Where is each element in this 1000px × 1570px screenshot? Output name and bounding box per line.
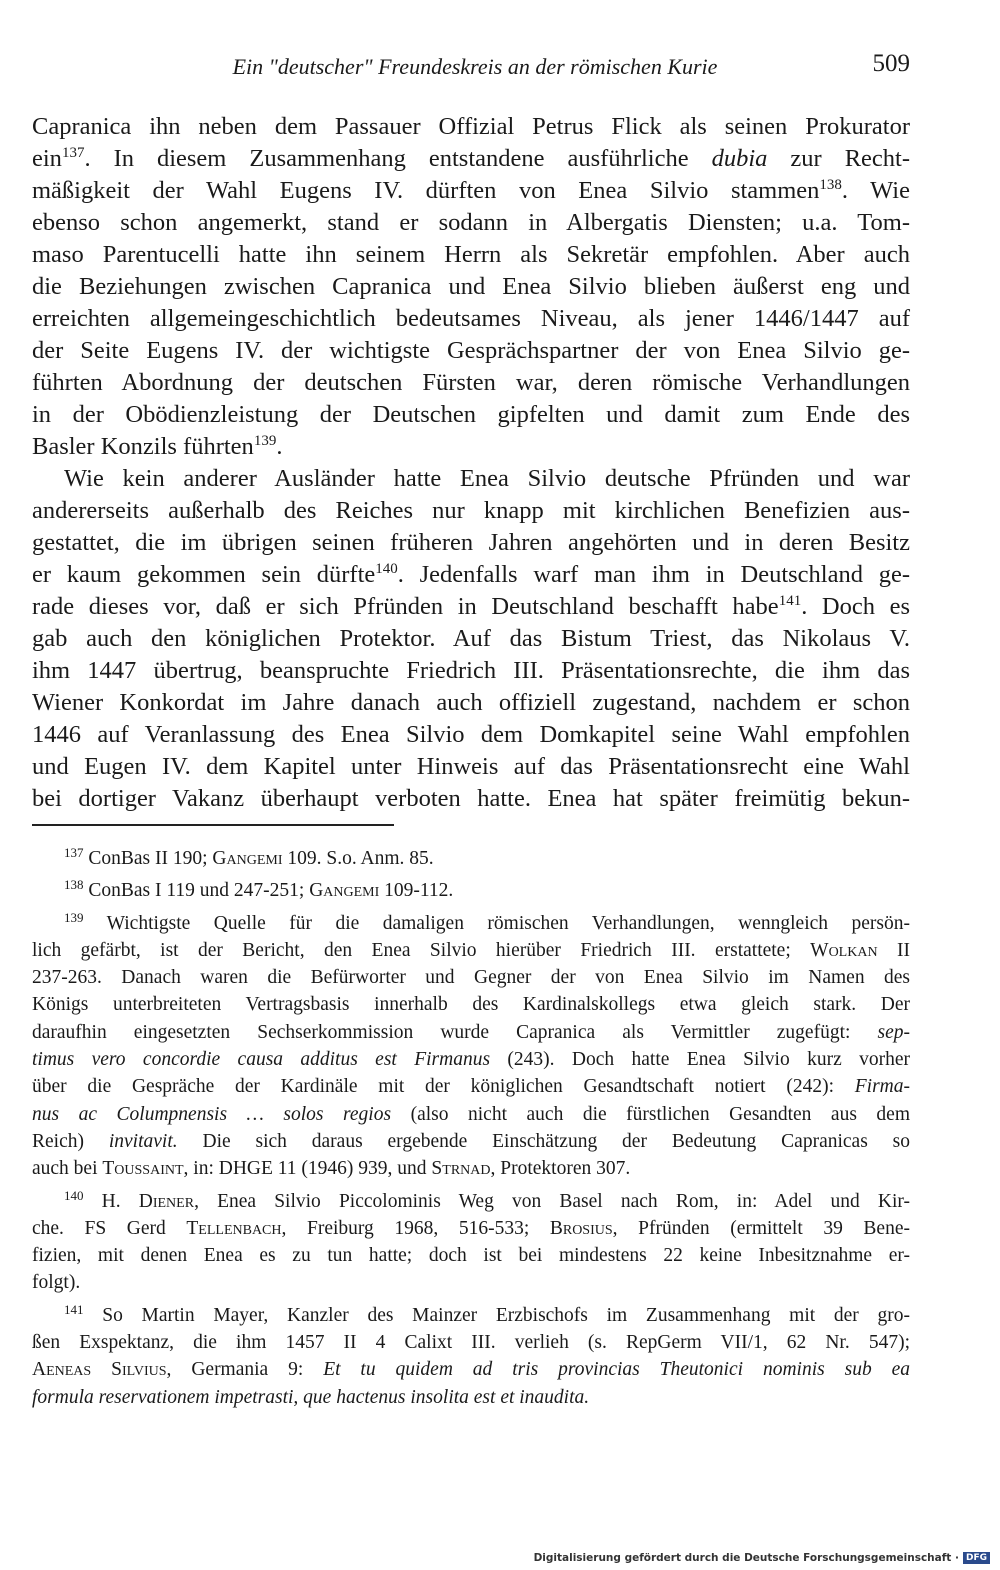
text-line: [32, 877, 910, 904]
text-run: Die sich daraus ergebende Einschätzung der Bedeutung Capranicas so: [177, 1130, 910, 1152]
text-line: die Beziehungen zwischen Capranica und Enea Silvio blieben äußerst eng und: [32, 273, 910, 300]
footnote-number: 137: [64, 845, 84, 860]
text-line: ebenso schon angemerkt, stand er sodann in Albergatis Diensten; u.a. Tom-: [32, 209, 910, 236]
footnote-separator: [32, 824, 394, 826]
text-run: Basler Konzils führten: [32, 433, 254, 460]
text-line: [32, 1128, 910, 1155]
footnote-number: 138: [64, 877, 84, 893]
footnote-139: [32, 910, 910, 1183]
text-run: auch bei: [32, 1158, 103, 1180]
text-line: [32, 591, 910, 623]
text-line: 1446 auf Veranlassung des Enea Silvio dem Domkapitel seine Wahl empfohlen: [32, 721, 910, 748]
latin-quote: Firma-: [854, 1076, 910, 1098]
text-run: , Germania 9:: [166, 1359, 324, 1381]
author-name: Gangemi: [309, 880, 380, 902]
text-line: [32, 1101, 910, 1128]
text-run: (243). Doch hatte Enea Silvio kurz vorher: [490, 1049, 910, 1071]
text-line: 237-263. Danach waren die Befürworter und Gegner der von Enea Silvio im Namen des: [32, 967, 910, 989]
text-line: Capranica ihn neben dem Passauer Offizial Petrus Flick als seinen Prokurator: [32, 113, 910, 140]
text-line: erreichten allgemeingeschichtlich bedeutsames Niveau, als jener 1446/1447 auf: [32, 305, 910, 332]
footnote-138: [32, 877, 910, 904]
text-run: ConBas I 119 und 247-251;: [88, 880, 310, 902]
footnote-ref[interactable]: 137: [61, 145, 85, 161]
text-line: ihm 1447 übertrug, beanspruchte Friedrich III. Präsentationsrechte, die ihm das: [32, 657, 910, 684]
text-line: [32, 1073, 910, 1100]
text-line: [32, 559, 910, 591]
latin-quote: invitavit.: [108, 1130, 178, 1152]
footnote-141: [32, 1302, 910, 1411]
text-line: gab auch den königlichen Protektor. Auf das Bistum Triest, das Nikolaus V.: [32, 625, 910, 652]
author-name: Tellenbach: [186, 1217, 282, 1239]
text-run: che. FS Gerd: [32, 1217, 187, 1239]
text-line: [32, 1215, 910, 1242]
author-name: Toussaint: [102, 1158, 184, 1180]
text-line: [32, 1188, 910, 1215]
footnote-137: [32, 845, 910, 872]
footnote-number: 139: [64, 909, 84, 925]
text-run: . In diesem Zusammenhang entstandene ausführliche: [84, 145, 712, 172]
text-line: [32, 175, 910, 207]
text-run: So Martin Mayer, Kanzler des Mainzer Erzbischofs im Zusammenhang mit der gro-: [102, 1304, 910, 1326]
text-run: 109-112.: [379, 880, 454, 902]
text-run: . Jedenfalls warf man ihm in Deutschland ge-: [397, 561, 910, 588]
author-name: Gangemi: [212, 848, 283, 869]
text-line: und Eugen IV. dem Kapitel unter Hinweis auf das Präsentationsrecht eine Wahl: [32, 753, 910, 780]
text-line: bei dortiger Vakanz überhaupt verboten hatte. Enea hat später freimütig bekun-: [32, 785, 910, 812]
text-line: [32, 1019, 910, 1046]
text-line: der Seite Eugens IV. der wichtigste Gesprächspartner der von Enea Silvio ge-: [32, 337, 910, 364]
dfg-logo-icon: DFG: [963, 1552, 990, 1564]
main-text: [32, 111, 910, 815]
credit-text: Digitalisierung gefördert durch die Deutsche Forschungsgemeinschaft ·: [533, 1552, 959, 1564]
text-run: , Pfründen (ermittelt 39 Bene-: [612, 1217, 910, 1239]
latin-quote: sep-: [877, 1021, 910, 1043]
text-line: andererseits außerhalb des Reiches nur knapp mit kirchlichen Benefizien aus-: [32, 497, 910, 524]
text-run: Reich): [32, 1130, 109, 1152]
latin-quote: Et tu quidem ad tris provincias Theutonici nominis sub ea: [323, 1359, 911, 1381]
text-run: 109. S.o. Anm. 85.: [282, 848, 434, 869]
latin-quote: timus vero concordie causa additus est Firmanus: [32, 1049, 491, 1071]
text-run: , in: DHGE 11 (1946) 939, und: [183, 1158, 432, 1180]
text-line: ßen Exspektanz, die ihm 1457 II 4 Calixt III. verlieh (s. RepGerm VII/1, 62 Nr. 547);: [32, 1332, 910, 1354]
author-name: Aeneas Silvius: [32, 1359, 167, 1381]
text-run: mäßigkeit der Wahl Eugens IV. dürften von Enea Silvio stammen: [32, 177, 820, 204]
text-run: . Wie: [841, 177, 910, 204]
text-line: [32, 845, 910, 872]
page-header: [40, 50, 910, 86]
text-run: ConBas II 190;: [88, 848, 213, 869]
footnote-140: [32, 1188, 910, 1297]
text-line: [32, 1155, 910, 1182]
footnote-ref[interactable]: 140: [375, 561, 398, 577]
text-line: Wie kein anderer Ausländer hatte Enea Silvio deutsche Pfründen und war: [64, 465, 910, 492]
text-line: [32, 1384, 910, 1411]
text-line: [32, 1046, 910, 1073]
text-line: gestattet, die im übrigen seinen früheren Jahren angehörten und in deren Besitz: [32, 529, 910, 556]
text-run: Wichtigste Quelle für die damaligen römischen Verhandlungen, wenngleich persön-: [106, 912, 910, 934]
author-name: Strnad: [431, 1158, 491, 1180]
footnotes: [32, 845, 910, 1411]
footnote-ref[interactable]: 138: [819, 177, 842, 193]
text-run: II: [877, 939, 910, 961]
latin-quote: nus ac Columpnensis … solos regios: [32, 1103, 392, 1125]
text-line: fizien, mit denen Enea es zu tun hatte; doch ist bei mindestens 22 keine Inbesitznahme er-: [32, 1245, 910, 1267]
page-number: 509: [872, 50, 910, 77]
text-line: führten Abordnung der deutschen Fürsten war, deren römische Verhandlungen: [32, 369, 910, 396]
text-line: Wiener Konkordat im Jahre danach auch offiziell zugestand, nachdem er schon: [32, 689, 910, 716]
footnote-ref[interactable]: 141: [778, 593, 802, 609]
text-run: , Enea Silvio Piccolominis Weg von Basel nach Rom, in: Adel und Kir-: [194, 1190, 910, 1212]
text-line: [32, 143, 910, 175]
text-run: . Doch es: [801, 593, 910, 620]
author-name: Brosius: [549, 1217, 613, 1239]
text-run: .: [276, 433, 283, 460]
footnote-number: 141: [64, 1301, 84, 1317]
text-line: folgt).: [32, 1272, 81, 1294]
author-name: Diener: [138, 1190, 195, 1212]
text-line: maso Parentucelli hatte ihn seinem Herrn als Sekretär empfohlen. Aber auch: [32, 241, 910, 268]
author-name: Wolkan: [810, 939, 878, 961]
italic-term: dubia: [711, 145, 768, 172]
text-line: [32, 937, 910, 964]
text-line: [32, 431, 910, 463]
text-line: in der Obödienzleistung der Deutschen gipfelten und damit zum Ende des: [32, 401, 910, 428]
text-line: [32, 1356, 910, 1383]
paragraph-2: [32, 463, 910, 815]
text-run: rade dieses vor, daß er sich Pfründen in Deutschland beschafft habe: [32, 593, 779, 620]
text-run: er kaum gekommen sein dürfte: [32, 561, 376, 588]
text-line: [32, 910, 910, 937]
text-run: lich gefärbt, ist der Bericht, den Enea Silvio hierüber Friedrich III. erstattete;: [32, 939, 811, 961]
text-run: , Protektoren 307.: [490, 1158, 631, 1180]
text-run: , Freiburg 1968, 516-533;: [281, 1217, 550, 1239]
text-line: Königs unterbreiteten Vertragsbasis innerhalb des Kardinalskollegs etwa gleich stark. Der: [32, 994, 910, 1016]
footnote-number: 140: [64, 1187, 84, 1203]
paragraph-1: [32, 111, 910, 463]
latin-quote: formula reservationem impetrasti, que hactenus insolita est et inaudita.: [32, 1386, 590, 1408]
running-title: Ein "deutscher" Freundeskreis an der römischen Kurie: [232, 54, 718, 79]
text-run: daraufhin eingesetzten Sechserkommission wurde Capranica als Vermittler zugefügt:: [32, 1021, 878, 1043]
funding-credit: [534, 1552, 990, 1564]
text-run: über die Gespräche der Kardinäle mit der königlichen Gesandtschaft notiert (242):: [32, 1076, 855, 1098]
text-run: (also nicht auch die fürstlichen Gesandten aus dem: [391, 1103, 910, 1125]
footnote-ref[interactable]: 139: [253, 433, 277, 449]
text-line: [32, 1302, 910, 1329]
text-run: ein: [32, 145, 62, 172]
text-run: H.: [101, 1190, 139, 1212]
text-run: zur Recht-: [767, 145, 910, 172]
